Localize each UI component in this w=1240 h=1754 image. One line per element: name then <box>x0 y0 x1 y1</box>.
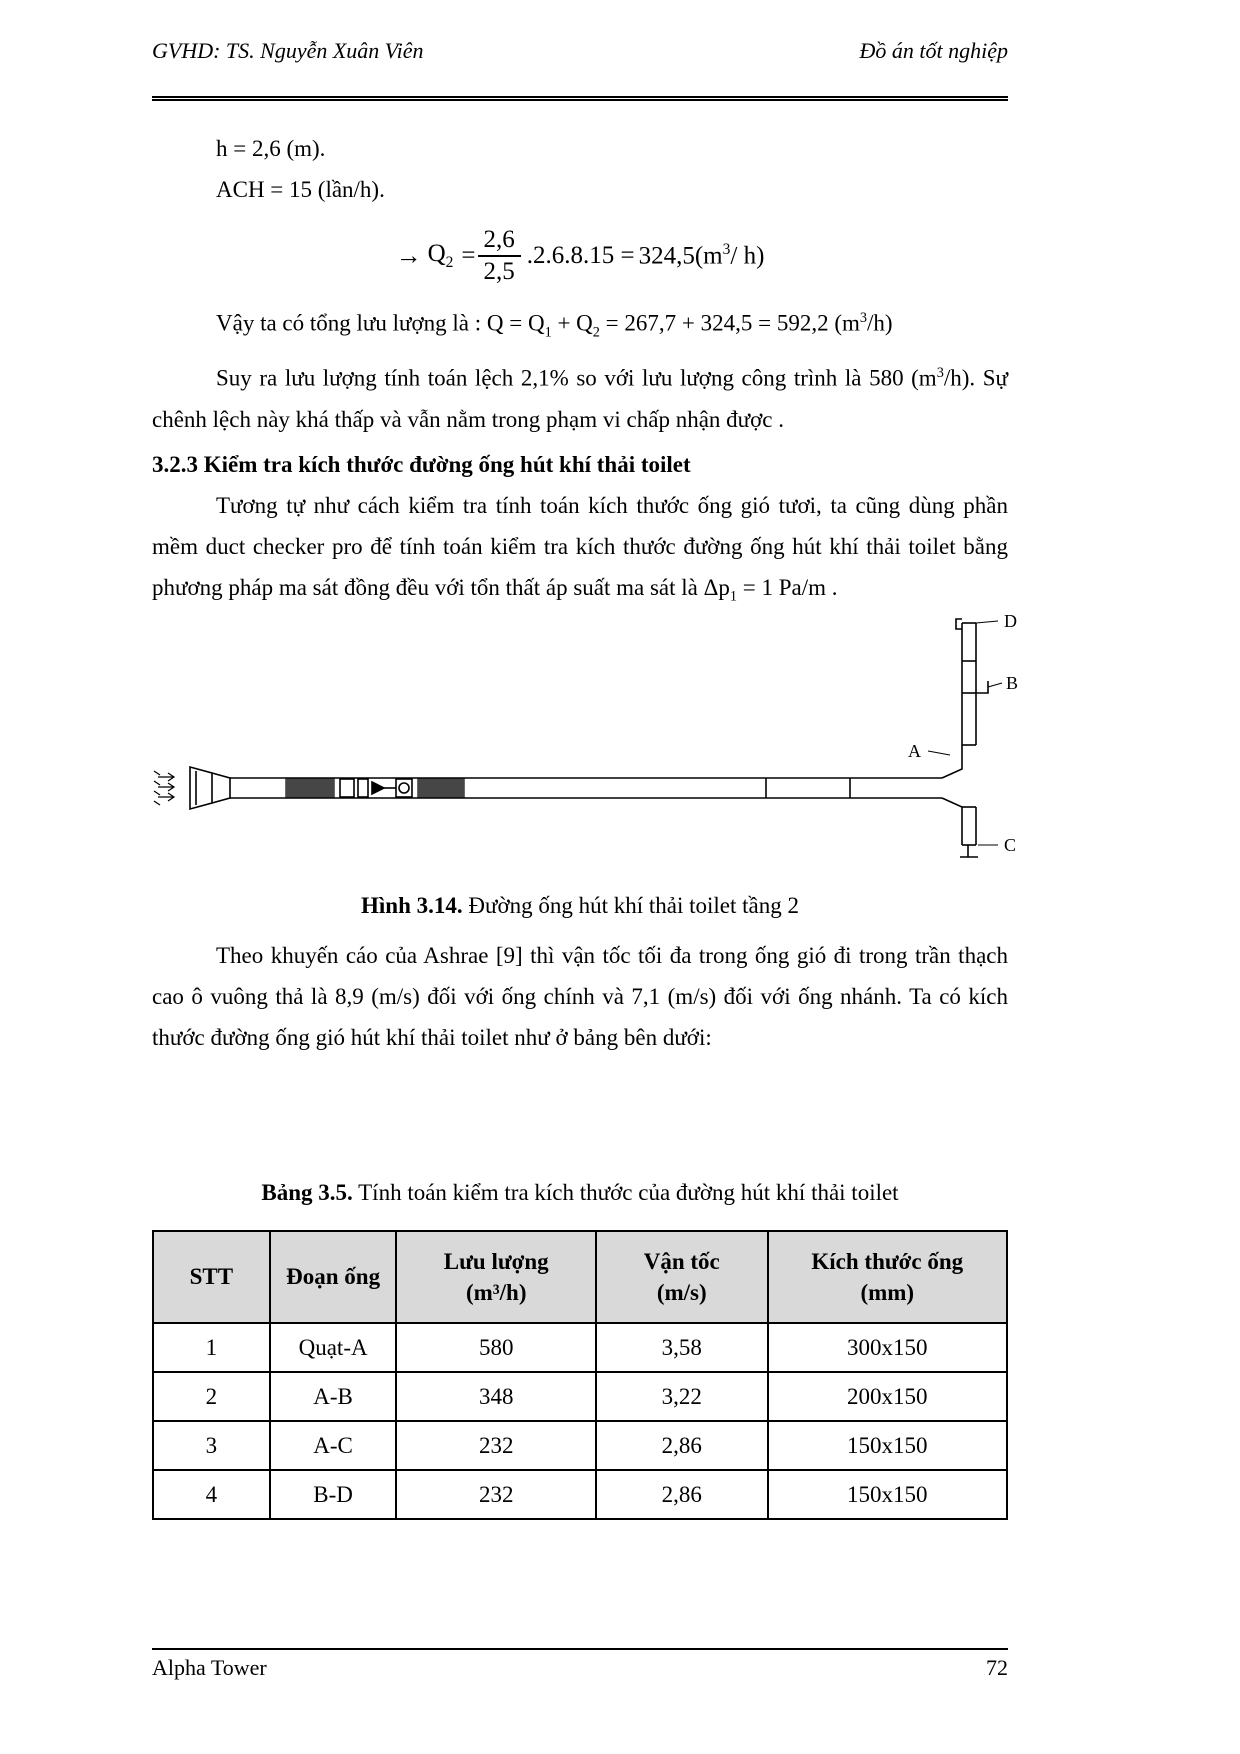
table-body <box>153 1323 1007 1519</box>
table-caption-text: Tính toán kiểm tra kích thước của đường hút khí thải toilet <box>352 1180 899 1205</box>
figure-label-d: D <box>1004 611 1017 631</box>
formula-lhs: $Q_2$ <box>427 240 454 271</box>
figure-label-c: C <box>1004 835 1017 855</box>
table-row <box>153 1470 1007 1519</box>
table-row <box>153 1323 1007 1372</box>
duct-sizing-table <box>152 1230 1008 1520</box>
section-heading-3-2-3: 3.2.3 Kiểm tra kích thước đường ống hút khí thải toilet <box>152 451 691 477</box>
fraction-denominator: 2,5 <box>483 258 515 285</box>
paragraph-ashrae-wrap <box>152 935 1008 1058</box>
cell-luu-luong: 232 <box>396 1470 596 1519</box>
cell-doan-ong: A-C <box>270 1421 397 1470</box>
column-header-stt-line1: STT <box>189 1264 234 1290</box>
figure-label-b: B <box>1006 673 1019 693</box>
cell-van-toc: 2,86 <box>596 1421 768 1470</box>
cell-stt: 1 <box>153 1323 270 1372</box>
figure-duct-layout <box>150 595 1030 895</box>
table-row <box>153 1421 1007 1470</box>
table-caption-label: Bảng 3.5. <box>261 1180 353 1205</box>
page-header <box>152 38 1008 64</box>
document-body <box>152 128 1008 618</box>
cell-stt: 2 <box>153 1372 270 1421</box>
line-ach-value: ACH = 15 (lần/h). <box>216 177 385 202</box>
paragraph-ashrae: Theo khuyến cáo của Ashrae [9] thì vận tốc tối đa trong ống gió đi trong trần thạch cao ô vuông thả là 8,9 (m/s) đối với ống chính và 7,1 (m/s) đối với ống nhánh. Ta có kích thước đường ống gió hút khí thải toilet như ở bảng bên dưới: <box>152 943 1008 1050</box>
header-divider <box>152 96 1008 101</box>
formula-fraction <box>478 226 521 286</box>
table-caption <box>152 1180 1008 1206</box>
cell-van-toc: 3,58 <box>596 1323 768 1372</box>
line-height-value: h = 2,6 (m). <box>216 136 326 161</box>
figure-caption-text: Đường ống hút khí thải toilet tầng 2 <box>462 893 799 918</box>
cell-luu-luong: 232 <box>396 1421 596 1470</box>
formula-result: $324,5(m^3/$ h) <box>638 241 765 270</box>
column-header-doan-ong-line1: Đoạn ống <box>286 1264 381 1290</box>
column-header-kich-thuoc-line1: Kích thước ống <box>811 1248 964 1274</box>
table-row <box>153 1372 1007 1421</box>
header-right-text: Đồ án tốt nghiệp <box>859 38 1008 63</box>
formula-equals: = <box>461 242 476 269</box>
page-footer <box>152 1655 1008 1681</box>
figure-label-a: A <box>908 741 921 761</box>
cell-doan-ong: A-B <box>270 1372 397 1421</box>
cell-kich-thuoc: 300x150 <box>768 1323 1007 1372</box>
cell-van-toc: 3,22 <box>596 1372 768 1421</box>
column-header-kich-thuoc-line2: (mm) <box>860 1280 915 1305</box>
cell-van-toc: 2,86 <box>596 1470 768 1519</box>
column-header-doan-ong <box>270 1231 397 1323</box>
footer-divider <box>152 1648 1008 1650</box>
formula-q2 <box>152 220 1008 292</box>
cell-kich-thuoc: 150x150 <box>768 1470 1007 1519</box>
header-left-text: GVHD: TS. Nguyễn Xuân Viên <box>152 38 424 63</box>
column-header-luu-luong-line1: Lưu lượng <box>443 1248 549 1274</box>
cell-doan-ong: B-D <box>270 1470 397 1519</box>
formula-factors: .2.6.8.15 = <box>526 242 635 269</box>
formula-arrow: → <box>395 241 422 270</box>
page-number: 72 <box>986 1655 1008 1680</box>
paragraph-deviation: Suy ra lưu lượng tính toán lệch 2,1% so với lưu lượng công trình là 580 $(m^3/h)$. Sự chênh lệch này khá thấp và vẫn nằm trong phạm vi chấp nhận được . <box>152 365 1008 432</box>
cell-doan-ong: Quạt-A <box>270 1323 397 1372</box>
paragraph-total-flow: Vậy ta có tổng lưu lượng là : $Q = Q_1 + Q_2 = 267,7 + 324,5 = 592,2$ $(m^3/h)$ <box>216 310 893 341</box>
cell-luu-luong: 580 <box>396 1323 596 1372</box>
cell-stt: 4 <box>153 1470 270 1519</box>
paragraph-method: Tương tự như cách kiểm tra tính toán kích thước ống gió tươi, ta cũng dùng phần mềm duct checker pro để tính toán kiểm tra kích thước đường ống hút khí thải toilet bằng phương pháp ma sát đồng đều với tổn thất áp suất ma sát là $\Delta p_1 = 1$ Pa/m . <box>152 492 1008 605</box>
cell-kich-thuoc: 150x150 <box>768 1421 1007 1470</box>
figure-caption <box>152 893 1008 919</box>
column-header-luu-luong <box>396 1231 596 1323</box>
column-header-stt <box>153 1231 270 1323</box>
column-header-van-toc-line1: Vận tốc <box>643 1248 720 1274</box>
figure-caption-label: Hình 3.14. <box>361 893 463 918</box>
cell-luu-luong: 348 <box>396 1372 596 1421</box>
column-header-van-toc <box>596 1231 768 1323</box>
column-header-kich-thuoc <box>768 1231 1007 1323</box>
column-header-luu-luong-line2: (m³/h) <box>465 1280 527 1305</box>
table-header-row <box>153 1231 1007 1323</box>
column-header-van-toc-line2: (m/s) <box>656 1280 707 1305</box>
fraction-numerator: 2,6 <box>483 226 515 253</box>
table-header <box>153 1231 1007 1323</box>
cell-stt: 3 <box>153 1421 270 1470</box>
footer-left-text: Alpha Tower <box>152 1655 267 1680</box>
cell-kich-thuoc: 200x150 <box>768 1372 1007 1421</box>
